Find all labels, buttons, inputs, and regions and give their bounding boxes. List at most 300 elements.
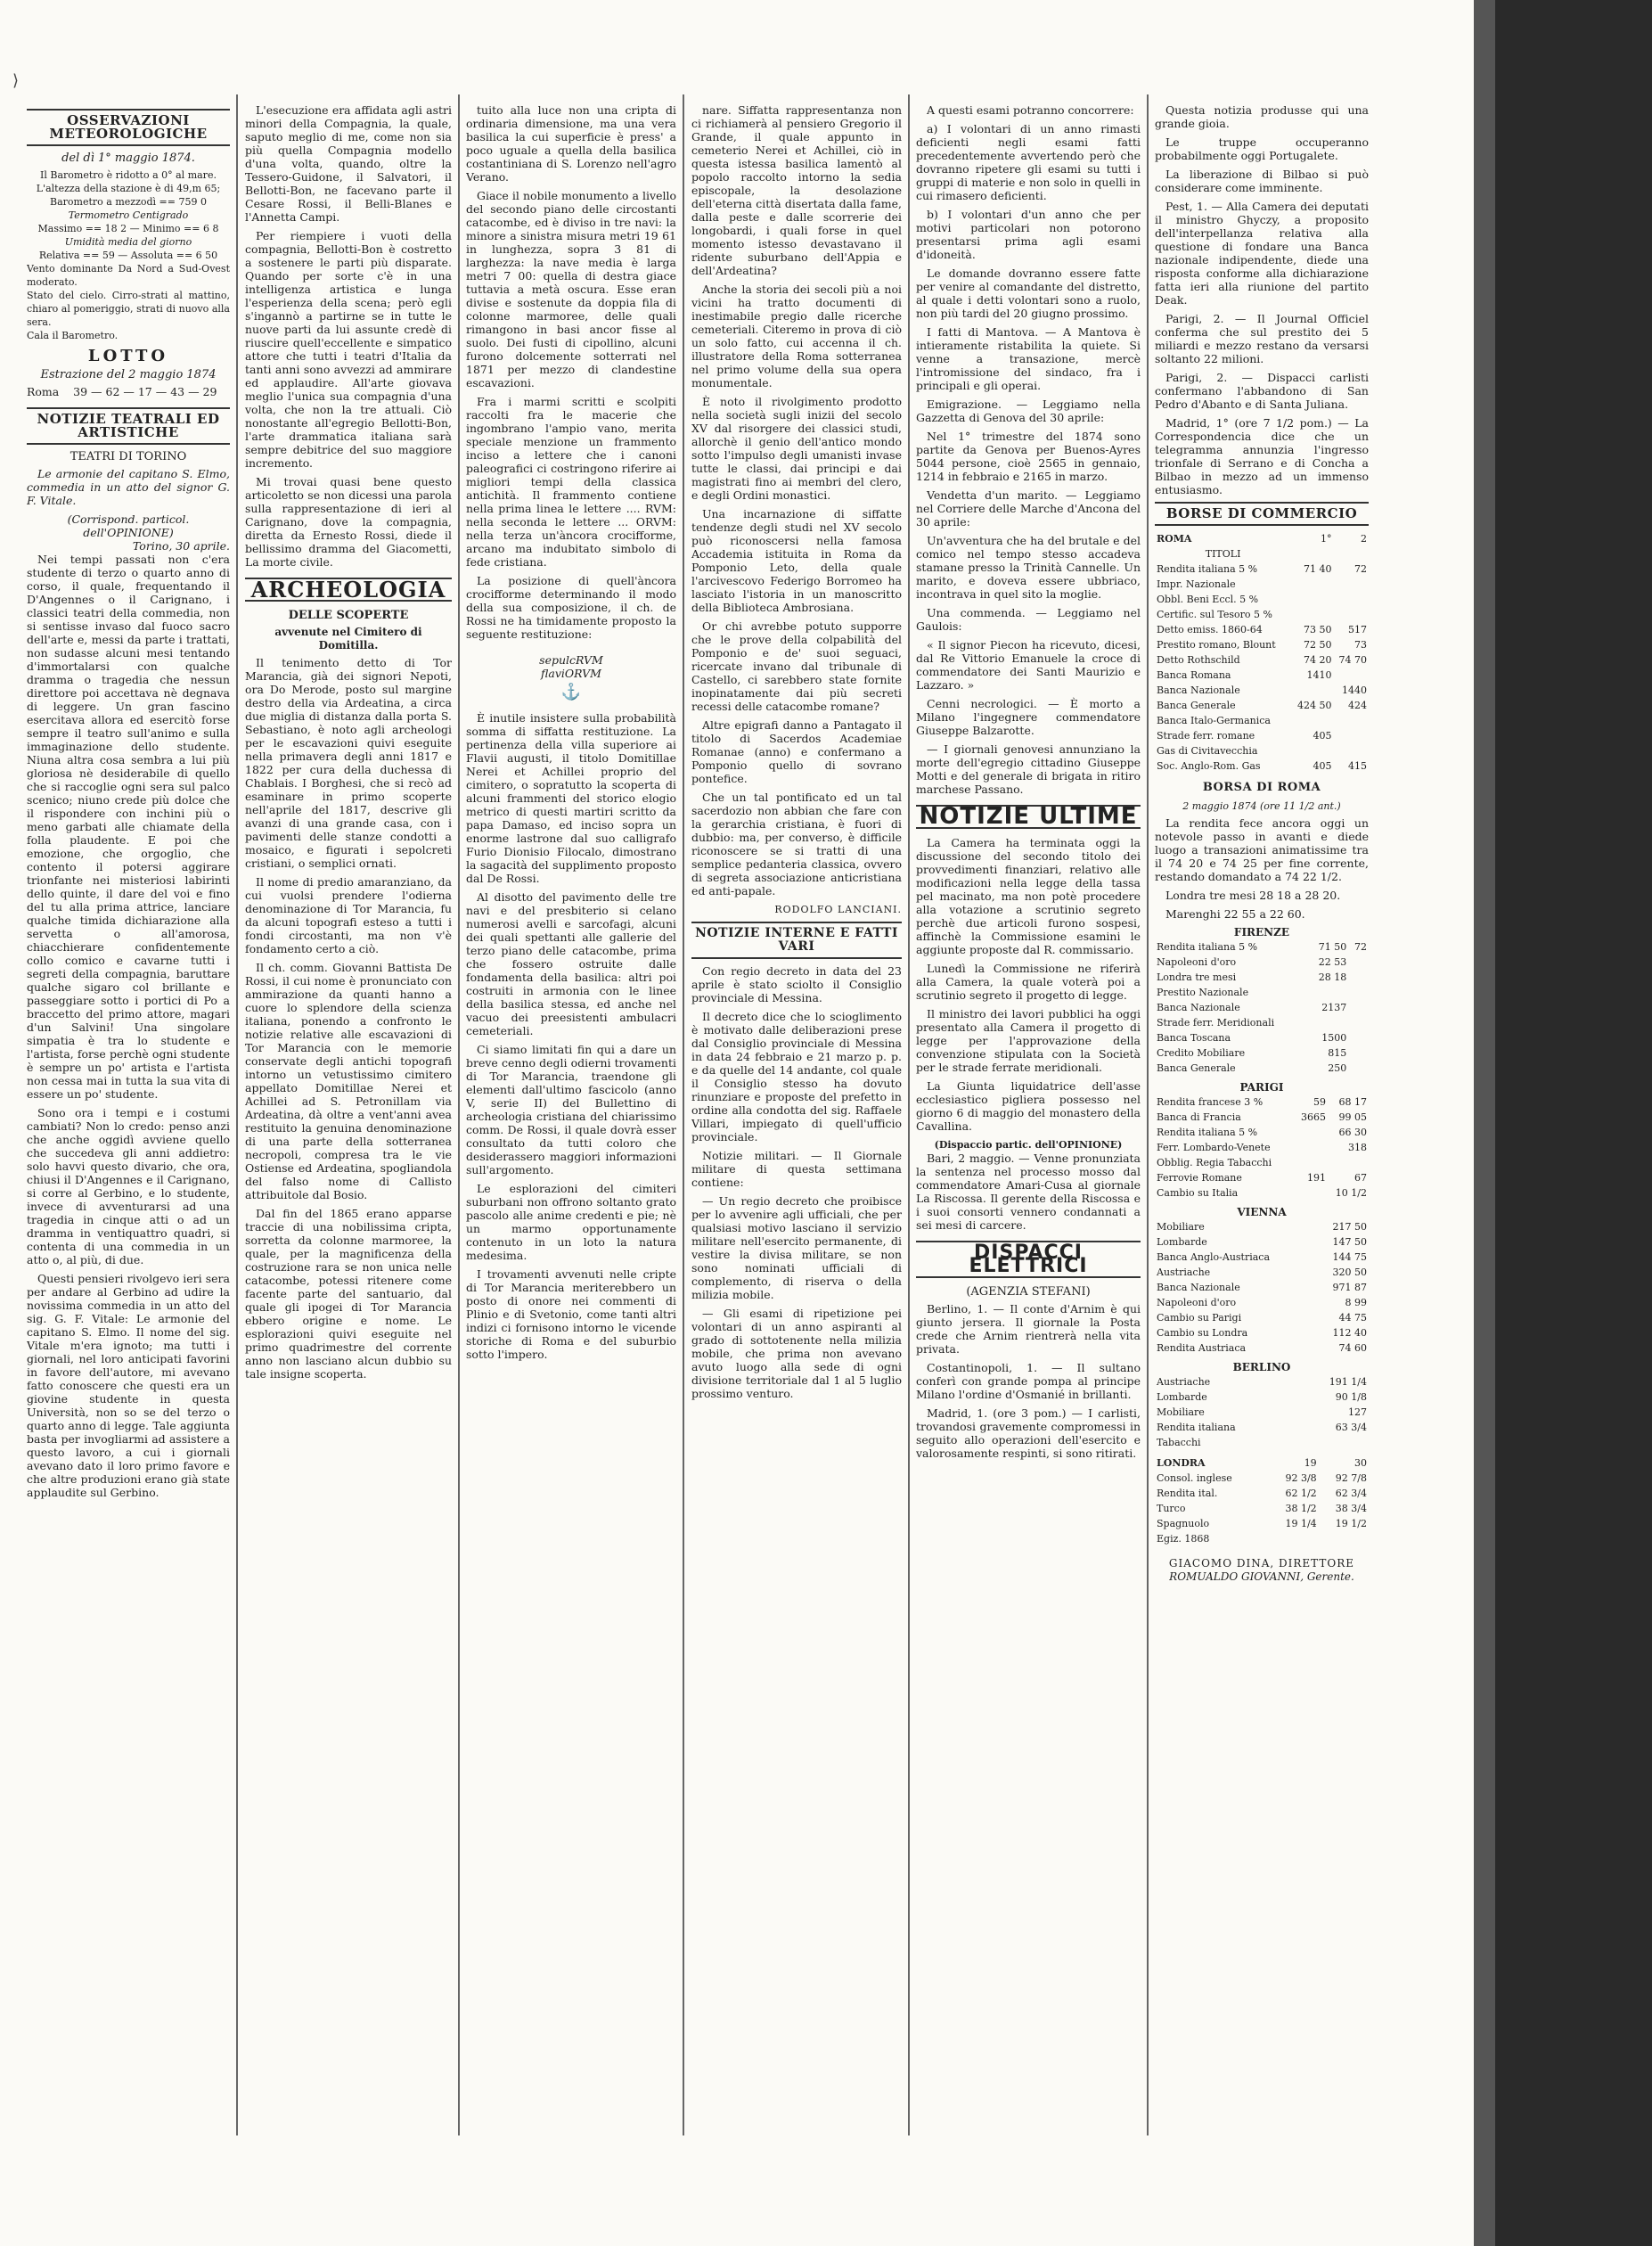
table-header [1155,531,1369,546]
paragraph: — Un regio decreto che proibisce per lo avvenire agli ufficiali, che per qualsiasi motivo lasciano il servizio militare nell'esercito permanente, di vestire la divisa militare, se non sono nominati ufficiali di complemento, di riserva o della milizia mobile. [691,1194,902,1301]
table-cell: 10 1/2 [1335,1187,1367,1199]
table-cell: Rendita italiana 5 % [1157,941,1258,953]
paragraph: Lunedì la Commissione ne riferirà alla Camera, la quale voterà poi a scrutinio segreto il progetto di legge. [916,962,1141,1002]
meteo-line: Cala il Barometro. [27,330,119,341]
table-cell: 71 40 [1303,563,1332,575]
table-row [1155,985,1369,1000]
table-cell [1291,713,1333,728]
teatri-title: NOTIZIE TEATRALI ED ARTISTICHE [27,407,230,445]
table-row [1155,1325,1369,1340]
table-cell: 424 50 [1296,700,1332,711]
table-cell: Banca Italo-Germanica [1157,715,1271,726]
table-cell: Mobiliare [1157,1221,1205,1233]
table-cell: 74 20 [1303,654,1332,666]
table-row [1155,1280,1369,1295]
table-cell [1348,970,1369,985]
paragraph: Il tenimento detto di Tor Marancia, già dei signori Nepoti, ora Do Merode, posto sul margine destro della via Ardeatina, a circa due miglia di distanza dalla porta S. Sebastiano, è noto agli archeologi per le escavazioni quivi eseguite nella primavera degli anni 1817 e 1822 per cura della duchessa di Chablais. I Borghesi, che si recò ad esaminare in primo scoperte nell'aprile del 1817, descrive gli avanzi di una grande casa, con i pavimenti delle stanze condotti a mosaico, e figurati i sepolcreti cristiani, o semplici ornati. [245,656,452,870]
table-cell [1308,985,1348,1000]
table-row [1155,607,1369,622]
lotto-title: LOTTO [87,347,169,365]
table-cell: Turco [1157,1503,1186,1514]
table-cell [1294,1140,1328,1155]
table-cell: 72 [1354,941,1367,953]
table-cell: 971 87 [1332,1282,1367,1293]
column-rule [236,94,238,2135]
table-row [1155,1295,1369,1310]
table-row [1155,592,1369,607]
table-row [1155,728,1369,743]
corner-mark-icon: ⟩ [12,71,20,90]
paragraph: Ci siamo limitati fin qui a dare un breve cenno degli odierni trovamenti di Tor Marancia, traendone gli elementi dall'ultimo fascicolo (anno V, serie II) del Bullettino di archeologia cristiana del chiarissimo comm. De Rossi, il quale dovrà esser consultato da tutti coloro che desiderassero maggiori informazioni sull'argomento. [466,1043,676,1176]
table-row [1155,1374,1369,1389]
table-cell [1294,1405,1300,1420]
table-cell: 147 50 [1332,1236,1367,1248]
teatri-corr: (Corrispond. particol. dell'OPINIONE) [67,512,190,539]
director: GIACOMO DINA, DIRETTORE [1168,1557,1355,1570]
archeologia-sub: DELLE SCOPERTE [288,609,409,622]
table-cell: 66 30 [1338,1127,1367,1138]
table-cell [1294,1125,1328,1140]
table-cell [1348,1061,1369,1076]
archeologia-title: ARCHEOLOGIA [245,578,452,602]
table-cell: 62 1/2 [1285,1488,1317,1499]
ultime-title: NOTIZIE ULTIME [916,805,1141,829]
table-row [1155,743,1369,758]
paragraph: Emigrazione. — Leggiamo nella Gazzetta di Genova del 30 aprile: [916,398,1141,424]
table-cell [1294,1374,1300,1389]
dispacci-title: DISPACCI ELETTRICI [916,1241,1141,1278]
table-cell: 3665 [1300,1111,1326,1123]
table-cell: Gas di Civitavecchia [1157,745,1258,757]
paragraph: — Gli esami di ripetizione pei volontari di un anno aspiranti al grado di sottotenente nella milizia mobile, che prima non avevano avuto luogo alla sede di ogni divisione territoriale dal 1 al 5 luglio prossimo venturo. [691,1307,902,1400]
lotto-numbers: Roma 39 — 62 — 17 — 43 — 29 [27,385,217,398]
paragraph: Al disotto del pavimento delle tre navi e del presbiterio si celano numerosi avelli e sarcofagi, alcuni dei quali spettanti alle gallerie del terzo piano delle catacombe, prima che fossero ostruite dalle fondamenta della basilica: altri poi costruiti in armonia con le linee della basilica stessa, ed anche nel vacuo dei preesistenti ambulacri cemeteriali. [466,890,676,1037]
table-cell: Banca Nazionale [1157,1282,1240,1293]
paragraph: Bari, 2 maggio. — Venne pronunziata la sentenza nel processo mosso dal commendatore Amari-Cusa al giornale La Riscossa. Il gerente della Riscossa e i suoi consorti vennero condannati a sei mesi di carcere. [916,1152,1141,1232]
vienna-table [1155,1219,1369,1356]
table-cell: Soc. Anglo-Rom. Gas [1157,760,1261,772]
meteo-line: Barometro a mezzodì == 759 0 [50,196,207,208]
table-cell: 92 3/8 [1285,1472,1317,1484]
paragraph: Madrid, 1° (ore 7 1/2 pom.) — La Correspondencia dice che un telegramma annunzia l'ingresso trionfale di Serrano e di Concha a Bilbao in mezzo ad un immenso entusiasmo. [1155,416,1369,496]
paragraph: La posizione di quell'àncora crocifforme determinando il modo della sua composizione, il ch. de Rossi ne ha timidamente proposto la seguente restituzione: [466,574,676,641]
table-cell: Austriache [1157,1376,1211,1388]
paragraph: Con regio decreto in data del 23 aprile è stato sciolto il Consiglio provinciale di Messina. [691,964,902,1004]
meteo-line: Vento dominante Da Nord a Sud-Ovest moderato. [27,263,230,288]
paragraph: Berlino, 1. — Il conte d'Arnim è qui giunto jersera. Il giornale la Posta crede che Arnim rientrerà nella vita privata. [916,1302,1141,1356]
londra-table [1155,1455,1369,1546]
interni-title: NOTIZIE INTERNE E FATTI VARI [691,922,902,959]
teatri-date: Torino, 30 aprile. [132,539,230,553]
column-rule [458,94,460,2135]
table-cell [1291,577,1333,592]
table-row [1155,698,1369,713]
table-cell [1348,985,1369,1000]
table-cell: Mobiliare [1157,1406,1205,1418]
table-cell: 30 [1354,1457,1367,1469]
table-cell: Lombarde [1157,1391,1207,1403]
meteo-line: Termometro Centigrado [68,209,189,221]
table-cell: Banca di Francia [1157,1111,1241,1123]
paragraph: L'esecuzione era affidata agli astri minori della Compagnia, la quale, saputo meglio di me, come non sia più quella Compagnia modello d'una volta, quando, oltre la Tessero-Guidone, il Salvatori, il Bellotti-Bon, ne facevano parte il Cesare Rossi, il Belli-Blanes e l'Annetta Campi. [245,103,452,224]
paragraph: Che un tal pontificato ed un tal sacerdozio non abbian che fare con la gerarchia cristiana, è fuori di dubbio: ma, per converso, è difficile riconoscere se si tratti di una semplice pedanteria classica, ovvero di segreta associazione anticristiana ed anti-papale. [691,791,902,898]
table-row [1155,637,1369,652]
table-row [1155,970,1369,985]
table-cell: 19 1/4 [1285,1518,1317,1529]
berlino-label: BERLINO [1232,1361,1291,1373]
borsa-roma-title: BORSA DI ROMA [1202,781,1321,794]
paragraph: « Il signor Piecon ha ricevuto, dicesi, dal Re Vittorio Emanuele la croce di commendatore dei Santi Maurizio e Lazzaro. » [916,638,1141,692]
book-binding [1474,0,1652,2246]
paragraph: Le truppe occuperanno probabilmente oggi Portugalete. [1155,135,1369,162]
table-row [1155,622,1369,637]
table-cell [1319,1531,1369,1546]
inscription-line: flaviORVM [541,667,601,680]
table-cell: 217 50 [1332,1221,1367,1233]
paragraph: Anche la storia dei secoli più a noi vicini ha tratto documenti di inestimabile pregio dalle ricerche cemeteriali. Citeremo in prova di ciò un solo fatto, cui accenna il ch. illustratore della Roma sotterranea nel primo volume della sua opera monumentale. [691,283,902,389]
table-cell [1333,592,1369,607]
teatri-sub: TEATRI DI TORINO [70,450,187,463]
table-cell: 320 50 [1332,1266,1367,1278]
table-cell [1294,1420,1300,1435]
table-cell [1291,743,1333,758]
table-cell [1333,728,1369,743]
table-row [1155,758,1369,774]
table-cell: 19 [1304,1457,1317,1469]
table-cell: Banca Generale [1157,700,1236,711]
table-cell: 68 17 [1338,1096,1367,1108]
table-cell [1294,1155,1328,1170]
meteo-line: Umidità media del giorno [64,236,192,248]
inscription-line: sepulcRVM [539,653,603,667]
table-row [1155,1250,1369,1265]
table-cell: Austriache [1157,1266,1211,1278]
table-cell: 74 60 [1338,1342,1367,1354]
table-cell: Spagnuolo [1157,1518,1210,1529]
meteo-title: OSSERVAZIONI METEOROLOGICHE [27,109,230,146]
table-cell: 67 [1354,1172,1367,1184]
paragraph: I trovamenti avvenuti nelle cripte di Tor Marancia meriterebbero un posto di onore nei commenti di Plinio e di Svetonio, come tanti altri indizi ci fornisono intorno le vicende storiche di Roma e del suburbio sotto l'impero. [466,1267,676,1361]
column-rule [683,94,684,2135]
table-cell [1333,668,1369,683]
vienna-label: VIENNA [1237,1206,1287,1218]
table-cell: Lombarde [1157,1236,1207,1248]
paragraph: Nel 1° trimestre del 1874 sono partite da Genova per Buenos-Ayres 5044 persone, cioè 2565 in gennaio, 1214 in febbraio e 2165 in marzo. [916,430,1141,483]
table-cell: 22 53 [1318,956,1347,968]
berlino-table [1155,1374,1369,1450]
dispacci-sub: (AGENZIA STEFANI) [966,1285,1091,1299]
table-cell: Obbl. Beni Eccl. 5 % [1157,594,1259,605]
table-cell: Banca Anglo-Austriaca [1157,1251,1271,1263]
table-cell: 90 1/8 [1335,1391,1367,1403]
table-cell: 73 50 [1303,624,1332,635]
table-cell: TITOLI [1205,548,1241,560]
table-cell [1348,1000,1369,1015]
table-cell: Cambio su Italia [1157,1187,1239,1199]
paragraph: Questa notizia produsse qui una grande gioia. [1155,103,1369,130]
table-cell: 1° [1320,533,1332,545]
table-row [1155,1140,1369,1155]
table-cell: Credito Mobiliare [1157,1047,1246,1059]
table-cell: Ferr. Lombardo-Venete [1157,1142,1271,1153]
table-cell [1291,683,1333,698]
paragraph: Fra i marmi scritti e scolpiti raccolti fra le macerie che ingombrano l'ampio vano, merita speciale menzione un frammento inciso a lettere che i canoni paleografici ci costringono riferire ai migliori tempi della classica antichità. Il frammento contiene nella prima linea le lettere .... RVM: nella seconda le lettere ... ORVM: nella terza un'àncora crocifforme, arcano ma indubitato simbolo di fede cristiana. [466,395,676,569]
table-cell: Banca Nazionale [1157,684,1240,696]
table-cell [1333,713,1369,728]
paragraph: Or chi avrebbe potuto supporre che le prove della colpabilità del Pomponio e de' suoi seguaci, ricercate invano dal tribunale di Castello, ci sarebbero state fornite inopinatamente dai più secreti recessi delle catacombe romane? [691,619,902,713]
parigi-table [1155,1094,1369,1201]
column-5 [916,103,1141,2135]
table-row [1155,683,1369,698]
table-cell: 191 [1306,1172,1326,1184]
table-cell [1291,592,1333,607]
table-cell [1348,1030,1369,1045]
table-cell: Tabacchi [1157,1437,1201,1448]
paragraph: Nei tempi passati non c'era studente di terzo o quarto anno di corso, il quale, frequentando il D'Angennes o il Carignano, i classici teatri della commedia, non si sentisse invaso dal fuoco sacro dell'arte e, messi da parte i trattati, non sudasse alcuni mesi tentando d'immortalarsi con qualche dramma o tragedia che nessun direttore poi accettava nè degnava di leggere. Un gran fascino esercitava allora ed esercitò forse sempre il teatro sull'animo e sulla immaginazione dello studente. Niuna altra cosa sembra a lui più gloriosa nè desiderabile di quello che si raccoglie ogni sera sul palco scenico; niuno crede più dolce che il rispondere con inchini più o meno garbati alle chiamate della folla plaudente. E poi che emozione, che orgoglio, che contento il potersi aggirare trionfante nei misteriosi labirinti dello quinte, il dare del voi e fino del tu alla prima attrice, lanciare qualche timida dichiarazione alla servetta o all'amorosa, chiacchierare confidentemente collo comico e cavarne tutti i segreti della compagnia, baruttare qualche sigaro col brillante e passeggiare sotto i portici di Po a braccetto del primo attore, magari d'un Salvini! Una singolare simpatia è tra lo studente e l'artista, forse perchè ogni studente è sempre un po' artista e l'artista non cessa mai in tutta la sua vita di essere un po' studente. [27,553,230,1101]
paragraph: La Camera ha terminata oggi la discussione del secondo titolo dei provvedimenti finanziari, relativo alle modificazioni nella legge della tassa pel macinato, ma non potè procedere alla votazione a scrutinio segreto perchè due articoli furono sospesi, affinchè la Commissione esamini le aggiunte proposte dal R. commissario. [916,836,1141,956]
table-row [1155,1015,1369,1030]
table-cell: 44 75 [1338,1312,1367,1324]
table-cell: 144 75 [1332,1251,1367,1263]
table-row [1155,713,1369,728]
table-cell: 92 7/8 [1335,1472,1367,1484]
table-cell [1348,1015,1369,1030]
paragraph: È inutile insistere sulla probabilità somma di siffatta restituzione. La pertinenza della villa superiore ai Flavii augusti, il titolo Domitillae Nerei et Achillei proprio del cimitero, o sopratutto la scoperta di alcuni frammenti del storico elogio metrico di questi martiri scritto da papa Damaso, ed inciso sopra un enorme lastrone dal suo calligrafo Furio Dionisio Filocalo, dimostrano la sagacità del supplimento proposto dal De Rossi. [466,711,676,885]
table-cell: 73 [1354,639,1367,651]
table-row [1155,1265,1369,1280]
borse-title: BORSE DI COMMERCIO [1155,502,1369,526]
table-cell: 72 50 [1303,639,1332,651]
paragraph: Il ch. comm. Giovanni Battista De Rossi, il cui nome è pronunciato con ammirazione da quanti hanno a cuore lo splendore della scienza italiana, ponendo a confronto le notizie relative alle escavazioni di Tor Marancia con le memorie conservate degli antichi topografi intorno un vetustissimo cimitero appellato Domitillae Nerei et Achillei ad S. Petronillam via Ardeatina, dà oltre a vent'anni avea restituito la genuina denominazione di una parte della sotterranea necropoli, compresa tra le vie Ostiense ed Ardeatina, spogliandola del falso nome di Callisto attribuitole dal Bosio. [245,961,452,1201]
table-cell: 318 [1348,1142,1367,1153]
table-row [1155,1389,1369,1405]
table-cell: Certific. sul Tesoro 5 % [1157,609,1272,620]
table-cell: 99 05 [1338,1111,1367,1123]
table-cell [1333,577,1369,592]
table-row [1155,955,1369,970]
table-cell [1348,1045,1369,1061]
meteo-line: Stato del cielo. Cirro-strati al mattino, chiaro al pomeriggio, strati di nuovo alla sera. [27,290,230,328]
table-row [1155,1340,1369,1356]
table-cell [1299,1435,1369,1450]
paragraph: Marenghi 22 55 a 22 60. [1165,907,1305,921]
teatri-intro: Le armonie del capitano S. Elmo, commedia in un atto del signor G. F. Vitale. [27,467,230,507]
paragraph: Dal fin del 1865 erano apparse traccie di una nobilissima cripta, sorretta da colonne marmoree, la quale, per la magnificenza della costruzione rara se non unica nelle catacombe, potessi ritenere come facente parte del santuario, dal quale gli ipogei di Tor Marancia ebbero origine e nome. Le esplorazioni quivi eseguite nel primo quadrimestre del corrente anno non lasciano alcun dubbio su tale insigne scoperta. [245,1207,452,1381]
table-row [1155,1310,1369,1325]
table-row [1155,1185,1369,1201]
paragraph: Parigi, 2. — Il Journal Officiel conferma che sul prestito dei 5 miliardi e mezzo restano da versarsi soltanto 22 milioni. [1155,312,1369,365]
firenze-table [1155,939,1369,1076]
table-cell: 19 1/2 [1335,1518,1367,1529]
paragraph: Un'avventura che ha del brutale e del comico nel tempo stesso accadeva stamane presso la Trinità Cannelle. Un marito, e doveva essere ubbriaco, incontrava in quel sito la moglie. [916,534,1141,601]
table-row [1155,1531,1369,1546]
paragraph: Una incarnazione di siffatte tendenze degli studi nel XV secolo può riconoscersi nella famosa Accademia istituita in Roma da Pomponio Leto, della quale l'arcivescovo Federigo Borromeo ha lasciato l'istoria in un manoscritto della Biblioteca Ambrosiana. [691,507,902,614]
table-cell: 815 [1328,1047,1347,1059]
paragraph: Pest, 1. — Alla Camera dei deputati il ministro Ghyczy, a proposito dell'interpellanza relativa alla questione di fondare una Banca nazionale indipendente, diede una risposta conforme alla dichiarazione fatta ieri alla riunione del partito Deak. [1155,200,1369,307]
table-cell: Obblig. Regia Tabacchi [1157,1157,1272,1168]
table-cell: 191 1/4 [1329,1376,1367,1388]
table-cell [1328,1155,1369,1170]
table-cell: Rendita ital. [1157,1488,1218,1499]
roma-table [1155,531,1369,774]
table-cell: Detto Rothschild [1157,654,1240,666]
paragraph: Costantinopoli, 1. — Il sultano conferì con grande pompa al principe Milano l'ordine d'Osmanié in brillanti. [916,1361,1141,1401]
table-row [1155,1155,1369,1170]
borsa-roma-date: 2 maggio 1874 (ore 11 1/2 ant.) [1182,800,1341,812]
paragraph: nare. Siffatta rappresentanza non ci richiamerà al pensiero Gregorio il Grande, il quale appunto in cemeterio Nerei et Achillei, ciò in questa istessa basilica lamentò al popolo raccolto intorno la sedia episcopale, la desolazione dell'eterna città disertata dalla fame, dalla peste e dalle scorrerie dei longobardi, i quali forse in quel momento istesso devastavano il ridente suburbano dell'Appia e dell'Ardeatina? [691,103,902,277]
paragraph: Parigi, 2. — Dispacci carlisti confermano l'abbandono di San Pedro d'Abanto e di Santa Juliana. [1155,371,1369,411]
paragraph: b) I volontari d'un anno che per motivi particolari non potorono presentarsi prima agli esami d'idoneità. [916,208,1141,261]
paragraph: — I giornali genovesi annunziano la morte dell'egregio cittadino Giuseppe Motti e del generale di brigata in ritiro marchese Passano. [916,742,1141,796]
paragraph: A questi esami potranno concorrere: [927,103,1134,117]
table-cell: 1410 [1306,669,1332,681]
table-row [1155,1405,1369,1420]
table-cell: 38 3/4 [1335,1503,1367,1514]
table-cell: Rendita Austriaca [1157,1342,1247,1354]
table-row [1155,1516,1369,1531]
paragraph: La liberazione di Bilbao si può considerare come imminente. [1155,168,1369,194]
paragraph: Cenni necrologici. — È morto a Milano l'ingegnere commendatore Giuseppe Balzarotte. [916,697,1141,737]
lotto-sub: Estrazione del 2 maggio 1874 [40,368,217,381]
table-cell: 74 70 [1338,654,1367,666]
paragraph: Il nome di predio amaranziano, da cui vuolsi prendere l'odierna denominazione di Tor Marancia, fu da alcuni topografi esteso a tutti i fondi circostanti, ma non v'è fondamento certo a ciò. [245,875,452,955]
column-rule [1147,94,1149,2135]
table-cell: Banca Romana [1157,669,1231,681]
table-header [1155,1455,1369,1471]
meteo-line: Massimo == 18 2 — Minimo == 6 8 [37,223,219,234]
table-cell [1308,1015,1348,1030]
table-cell: Strade ferr. Meridionali [1157,1017,1275,1029]
table-row [1155,1125,1369,1140]
table-cell: 1500 [1321,1032,1347,1044]
table-cell: 71 50 [1318,941,1347,953]
table-row [1155,1501,1369,1516]
paragraph: Giace il nobile monumento a livello del secondo piano delle circostanti catacombe, ed è diviso in tre navi: la minore a sinistra misura metri 19 61 in lunghezza, sopra 3 81 di larghezza: la nave media è larga metri 7 00: quella di destra giace tuttavia a metà oscura. Esse eran divise e sostenute da doppia fila di colonne marmoree, delle quali rimangono in basi ancor fisse al suolo. Dei fusti di cipollino, alcuni furono dolcemente sotterrati nel 1871 per mezzo di clandestine escavazioni. [466,189,676,389]
table-cell: Rendita francese 3 % [1157,1096,1264,1108]
table-cell: Detto emiss. 1860-64 [1157,624,1263,635]
table-cell: Banca Toscana [1157,1032,1231,1044]
dispaccio-label: (Dispaccio partic. dell'OPINIONE) [934,1139,1123,1151]
table-row [1155,939,1369,955]
column-2 [245,103,452,2135]
table-cell: LONDRA [1157,1457,1206,1469]
table-cell: 8 99 [1345,1297,1367,1308]
paragraph: Per riempiere i vuoti della compagnia, Bellotti-Bon è costretto a sostenere le parti più disparate. Quando per sorte c'è in una intelligenza artistica e lunga l'esperienza della scena; però egli s'ingannò a partirne se in tutte le nuove parti da lui assunte credè di riuscire quell'eccellente e simpatico attore che tutti i teatri d'Italia da tanti anni sono avvezzi ad ammirare ed applaudire. All'arte giovava meglio l'unica sua compagnia d'una volta, che non la tre attuali. Ciò nonostante all'egregio Bellotti-Bon, l'arte drammatica italiana sarà sempre debitrice del suo maggiore incremento. [245,229,452,470]
meteo-line: Il Barometro è ridotto a 0° al mare. L'altezza della stazione è di 49,m 65; [36,169,221,194]
table-cell: Rendita italiana 5 % [1157,1127,1258,1138]
table-cell: 405 [1313,760,1332,772]
paragraph: Altre epigrafi danno a Pantagato il titolo di Sacerdos Academiae Romanae (anno) e confermano a Pomponio quello di sovrano pontefice. [691,718,902,785]
paragraph: Il ministro dei lavori pubblici ha oggi presentato alla Camera il progetto di legge per l'approvazione della convenzione stipulata con la Società per le strade ferrate meridionali. [916,1007,1141,1074]
table-cell: Rendita italiana 5 % [1157,563,1258,575]
table-cell: Londra tre mesi [1157,971,1237,983]
table-cell: 28 18 [1318,971,1347,983]
signature: RODOLFO LANCIANI. [774,904,902,915]
paragraph: Le domande dovranno essere fatte per venire al comandante del distretto, al quale i detti volontari sono a ruolo, non più tardi del 20 giugno prossimo. [916,266,1141,320]
paragraph: tuito alla luce non una cripta di ordinaria dimensione, ma una vera basilica la cui superficie è press' a poco uguale a quella della basilica costantiniana di S. Lorenzo nell'agro Verano. [466,103,676,184]
table-cell: Ferrovie Romane [1157,1172,1242,1184]
table-cell: Cambio su Parigi [1157,1312,1242,1324]
column-4 [691,103,902,2135]
paragraph: Le esplorazioni del cimiteri suburbani non offrono soltanto grato pascolo alle anime credenti e pie; nè un marmo opportunamente contenuto in un loto la natura medesima. [466,1182,676,1262]
table-cell: 250 [1328,1062,1347,1074]
table-cell [1294,1435,1300,1450]
table-cell: 424 [1348,700,1367,711]
table-row [1155,1094,1369,1110]
table-cell [1333,743,1369,758]
paragraph: Londra tre mesi 28 18 a 28 20. [1165,889,1341,902]
paragraph: Notizie militari. — Il Giornale militare di questa settimana contiene: [691,1149,902,1189]
table-cell: Prestito romano, Blount [1157,639,1276,651]
column-rule [908,94,910,2135]
table-cell: 1440 [1342,684,1367,696]
table-cell: 63 3/4 [1335,1422,1367,1433]
table-cell: Consol. inglese [1157,1472,1232,1484]
anchor-cross-icon: ⚓ [560,683,582,701]
table-cell: Prestito Nazionale [1157,987,1249,998]
table-cell: Napoleoni d'oro [1157,1297,1237,1308]
table-cell [1294,1389,1300,1405]
paragraph: Mi trovai quasi bene questo articoletto se non dicessi una parola sulla rappresentazione di ieri al Carignano, dove la compagnia, diretta da Ernesto Rossi, diede il bellissimo dramma del Giacometti, La morte civile. [245,475,452,569]
paragraph: Questi pensieri rivolgevo ieri sera per andare al Gerbino ad udire la novissima commedia in un atto del sig. G. F. Vitale: Le armonie del capitano S. Elmo. Il nome del sig. Vitale m'era ignoto; ma tutti i giornali, nel loro anticipati favorini in favore dell'autore, mi avevano fatto conoscere che questi era un giovine studente in questa Università, non so se del terzo o quarto anno di legge. Tale aggiunta basta per invogliarmi ad assistere a questo lavoro, a cui i giornali avevano dato il loro primo favore e che altre produzioni erano già state applaudite sul Gerbino. [27,1272,230,1499]
table-cell: Impr. Nazionale [1157,578,1236,590]
paragraph: Il decreto dice che lo scioglimento è motivato dalle deliberazioni prese dal Consiglio provinciale di Messina in data 24 febbraio e 21 marzo p. p. e da quelle del 14 andante, col quale il Consiglio stesso ha dovuto rinunziare e proposte del prefetto in ordine alla condotta del sig. Raffaele Villari, impiegato di quell'ufficio provinciale. [691,1010,902,1143]
table-cell: 517 [1348,624,1367,635]
table-cell: Strade ferr. romane [1157,730,1255,742]
table-cell: 405 [1313,730,1332,742]
column-1 [27,103,230,2135]
firenze-label: FIRENZE [1233,926,1290,939]
table-row [1155,1219,1369,1234]
gerente: ROMUALDO GIOVANNI, Gerente. [1169,1570,1354,1583]
table-row [1155,1420,1369,1435]
table-row [1155,577,1369,592]
column-6 [1155,103,1369,2135]
table-cell: ROMA [1157,533,1192,545]
table-row [1155,1000,1369,1015]
table-row [1155,1061,1369,1076]
table-cell: Rendita italiana [1157,1422,1236,1433]
table-cell: 415 [1348,760,1367,772]
table-row [1155,1486,1369,1501]
paragraph: I fatti di Mantova. — A Mantova è intieramente ristabilita la quiete. Si venne a transazione, mercè l'intromissione del sindaco, fra i principali e gli operai. [916,325,1141,392]
paragraph: Una commenda. — Leggiamo nel Gaulois: [916,606,1141,633]
table-row [1155,1170,1369,1185]
table-row [1155,1435,1369,1450]
paragraph: Vendetta d'un marito. — Leggiamo nel Corriere delle Marche d'Ancona del 30 aprile: [916,488,1141,529]
table-cell: Banca Generale [1157,1062,1236,1074]
table-row [1155,1471,1369,1486]
paragraph: Sono ora i tempi e i costumi cambiati? Non lo credo: penso anzi che anche oggidì avviene quello che succedeva gli anni addietro: solo havvi questo divario, che ora, chiusi il D'Angennes e il Carignano, si corre al Gerbino, e lo studente, invece di avventurarsi ad una tragedia in cinque atti o ad un dramma in ventiquattro quadri, si contenta di una commedia in un atto o, al più, di due. [27,1106,230,1266]
table-cell: 38 1/2 [1285,1503,1317,1514]
paragraph: Madrid, 1. (ore 3 pom.) — I carlisti, trovandosi gravemente compromessi in seguito allo operazioni dell'esercito e valorosamente respinti, si sono ritirati. [916,1406,1141,1460]
table-row [1155,668,1369,683]
table-cell [1291,607,1333,622]
table-cell: Banca Nazionale [1157,1002,1240,1013]
table-row [1155,562,1369,577]
table-cell: 59 [1313,1096,1326,1108]
archeologia-sub2: avvenute nel Cimitero di Domitilla. [274,626,422,652]
column-3 [466,103,676,2135]
table-cell: 112 40 [1332,1327,1367,1339]
paragraph: La Giunta liquidatrice dell'asse ecclesiastico pigliera possesso nel giorno 6 di maggio del monastero della Cavallina. [916,1079,1141,1133]
paragraph: La rendita fece ancora oggi un notevole passo in avanti e diede luogo a transazioni animatissime tra il 74 20 e 74 25 per fine corrente, restando domandato a 74 22 1/2. [1155,816,1369,883]
table-cell: Cambio su Londra [1157,1327,1248,1339]
table-cell: 2 [1361,533,1367,545]
table-cell [1333,607,1369,622]
table-row [1155,1030,1369,1045]
table-cell [1268,1531,1318,1546]
